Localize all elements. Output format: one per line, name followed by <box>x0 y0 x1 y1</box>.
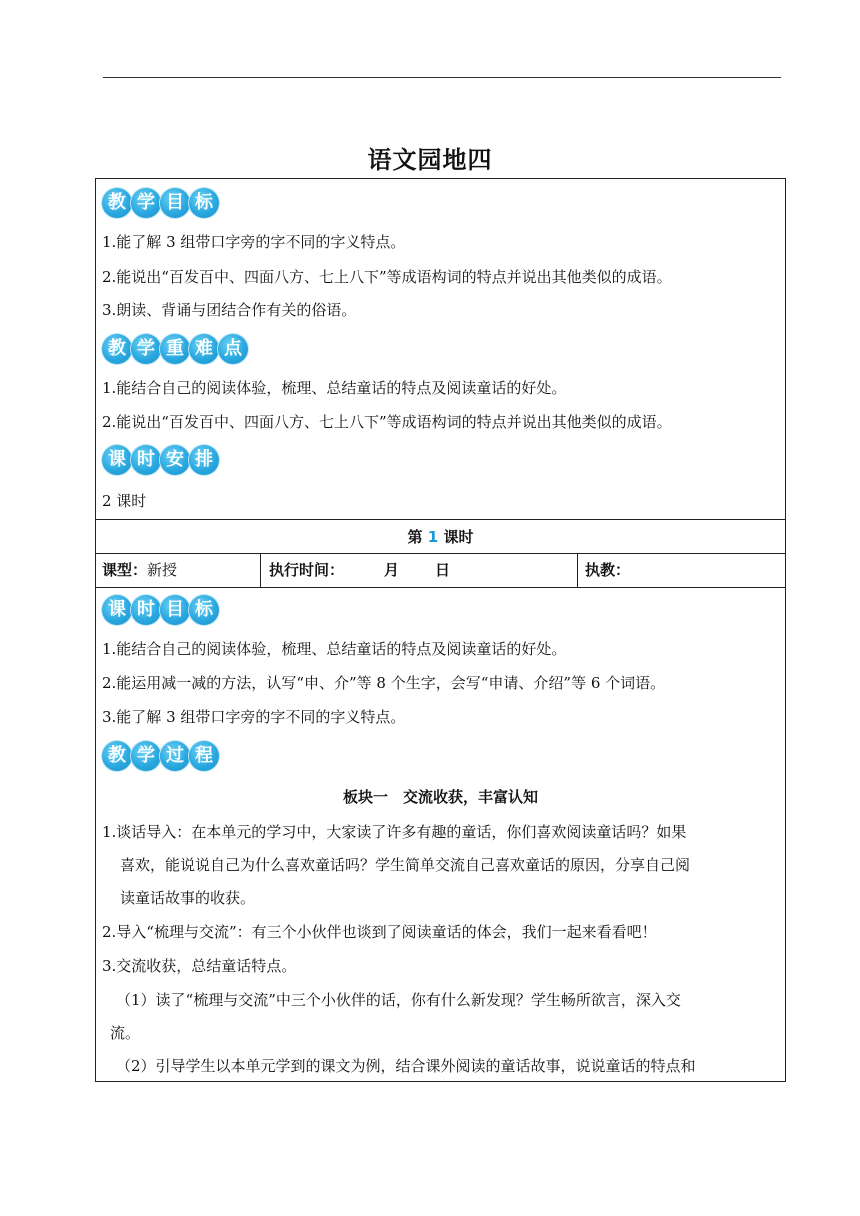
heading-char: 排 <box>189 445 219 475</box>
heading-char: 教 <box>102 741 132 771</box>
key-point-line: 2.能说出“百发百中、四面八方、七上八下”等成语构词的特点并说出其他类似的成语。 <box>102 413 672 431</box>
process-line: 读童话故事的收获。 <box>120 889 256 907</box>
lesson-goal-line: 3.能了解 3 组带口字旁的字不同的字义特点。 <box>102 708 406 726</box>
heading-char: 学 <box>131 741 161 771</box>
process-line: 2.导入“梳理与交流”：有三个小伙伴也谈到了阅读童话的体会，我们一起来看看吧！ <box>102 923 657 941</box>
heading-char: 时 <box>131 595 161 625</box>
heading-char: 难 <box>189 334 219 364</box>
row-divider <box>96 519 785 520</box>
teacher-label: 执教： <box>585 561 631 579</box>
heading-char: 目 <box>160 595 190 625</box>
type-value: 新授 <box>147 561 178 579</box>
row-divider <box>96 587 785 588</box>
heading-char: 标 <box>189 188 219 218</box>
lesson-number: 1 <box>427 528 439 546</box>
heading-char: 学 <box>131 334 161 364</box>
type-label: 课型： <box>102 561 148 579</box>
process-line: 流。 <box>110 1024 141 1042</box>
teacher-cell <box>585 560 779 580</box>
process-line: 1.谈话导入：在本单元的学习中，大家读了许多有趣的童话，你们喜欢阅读童话吗？如果 <box>102 823 687 841</box>
heading-char: 时 <box>131 445 161 475</box>
goal-line: 2.能说出“百发百中、四面八方、七上八下”等成语构词的特点并说出其他类似的成语。 <box>102 268 672 286</box>
heading-char: 重 <box>160 334 190 364</box>
key-point-line: 1.能结合自己的阅读体验，梳理、总结童话的特点及阅读童话的好处。 <box>102 379 567 397</box>
key-points-heading <box>102 334 247 364</box>
month-label: 月 <box>384 561 400 579</box>
process-heading <box>102 741 218 771</box>
day-label: 日 <box>435 561 451 579</box>
heading-char: 程 <box>189 741 219 771</box>
lesson-plan-table <box>95 178 786 1082</box>
schedule-text: 2 课时 <box>102 492 147 510</box>
block-title: 板块一 交流收获，丰富认知 <box>342 788 538 806</box>
lesson-prefix: 第 <box>407 528 428 546</box>
page-title: 语文园地四 <box>367 145 493 174</box>
lesson-goals-heading <box>102 595 218 625</box>
heading-char: 安 <box>160 445 190 475</box>
goal-line: 3.朗读、背诵与团结合作有关的俗语。 <box>102 301 357 319</box>
goal-line: 1.能了解 3 组带口字旁的字不同的字义特点。 <box>102 233 406 251</box>
process-line: 3.交流收获，总结童话特点。 <box>102 957 297 975</box>
goals-heading <box>102 188 218 218</box>
heading-char: 教 <box>102 334 132 364</box>
lesson-goal-line: 1.能结合自己的阅读体验，梳理、总结童话的特点及阅读童话的好处。 <box>102 640 567 658</box>
lesson-goal-line: 2.能运用减一减的方法，认写“申、介”等 8 个生字，会写“申请、介绍”等 6 个词语。 <box>102 674 666 692</box>
heading-char: 教 <box>102 188 132 218</box>
schedule-heading <box>102 445 218 475</box>
time-label: 执行时间： <box>269 561 345 579</box>
process-line: 喜欢，能说说自己为什么喜欢童话吗？学生简单交流自己喜欢童话的原因，分享自己阅 <box>120 856 691 874</box>
header-rule <box>103 77 781 78</box>
heading-char: 标 <box>189 595 219 625</box>
lesson-suffix: 课时 <box>438 528 474 546</box>
heading-char: 目 <box>160 188 190 218</box>
heading-char: 课 <box>102 445 132 475</box>
row-divider <box>96 553 785 554</box>
heading-char: 学 <box>131 188 161 218</box>
heading-char: 课 <box>102 595 132 625</box>
process-line: （1）读了“梳理与交流”中三个小伙伴的话，你有什么新发现？学生畅所欲言，深入交 <box>116 991 681 1009</box>
heading-char: 过 <box>160 741 190 771</box>
heading-char: 点 <box>218 334 248 364</box>
process-line: （2）引导学生以本单元学到的课文为例，结合课外阅读的童话故事，说说童话的特点和 <box>116 1057 696 1075</box>
lesson-number-row <box>102 527 779 547</box>
